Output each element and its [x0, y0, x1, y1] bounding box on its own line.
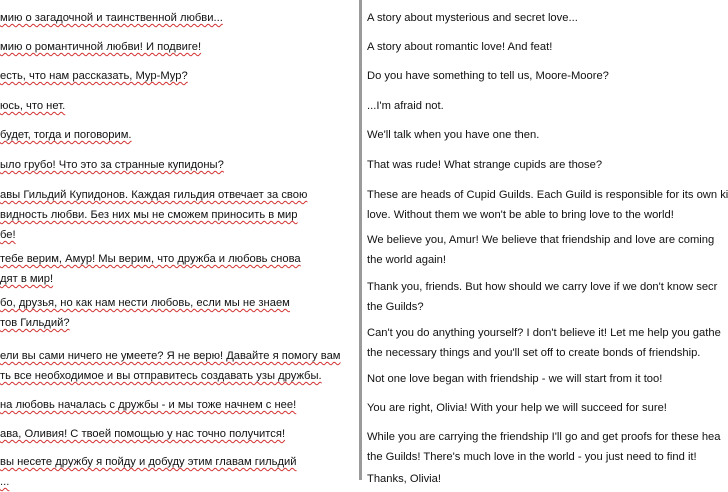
ru-line: юсь, что нет.	[0, 100, 66, 112]
en-line: Not one love began with friendship - we will start from it too!	[367, 373, 663, 385]
ru-line: тов Гильдий?	[0, 317, 70, 329]
table-row	[362, 230, 720, 270]
table-row	[362, 125, 720, 145]
table-row	[0, 185, 360, 245]
en-line: the world again!	[367, 254, 446, 266]
table-row	[362, 427, 720, 467]
en-line: A story about mysterious and secret love...	[367, 12, 578, 24]
table-row	[0, 293, 360, 333]
en-line: the Guilds?	[367, 301, 424, 313]
table-row	[362, 155, 720, 175]
table-row	[0, 125, 360, 145]
table-row	[0, 37, 360, 57]
en-line: Thanks, Olivia!	[367, 473, 441, 485]
en-line: A story about romantic love! And feat!	[367, 41, 553, 53]
ru-line: ыло грубо! Что это за странные купидоны?	[0, 159, 224, 171]
ru-line: бе!	[0, 229, 16, 241]
en-line: love. Without them we won't be able to bring love to the world!	[367, 209, 674, 221]
table-row	[0, 395, 360, 415]
ru-line: ава, Оливия! С твоей помощью у нас точно получится!	[0, 428, 286, 440]
ru-line: тебе верим, Амур! Мы верим, что дружба и любовь снова	[0, 253, 301, 265]
ru-line: дят в мир!	[0, 273, 54, 285]
en-line: Can't you do anything yourself? I don't believe it! Let me help you gathe	[367, 327, 721, 339]
en-line: These are heads of Cupid Guilds. Each Guild is responsible for its own ki	[367, 189, 728, 201]
table-row	[0, 424, 360, 444]
table-row	[362, 8, 720, 28]
ru-line: авы Гильдий Купидонов. Каждая гильдия отвечает за свою	[0, 189, 308, 201]
table-row	[0, 155, 360, 175]
en-line: We believe you, Amur! We believe that friendship and love are coming	[367, 234, 715, 246]
ru-line: бо, друзья, но как нам нести любовь, если мы не знаем	[0, 297, 290, 309]
en-line: We'll talk when you have one then.	[367, 129, 540, 141]
table-row	[362, 277, 720, 317]
table-row	[362, 398, 720, 418]
table-row	[0, 96, 360, 116]
ru-line: есть, что нам рассказать, Мур-Мур?	[0, 70, 188, 82]
ru-line: вы несете дружбу я пойду и добуду этим главам гильдий	[0, 456, 297, 468]
table-row	[362, 323, 720, 363]
en-line: While you are carrying the friendship I'll go and get proofs for these hea	[367, 431, 721, 443]
en-line: That was rude! What strange cupids are those?	[367, 159, 603, 171]
table-row	[0, 66, 360, 86]
table-row	[362, 37, 720, 57]
table-row	[362, 469, 720, 489]
en-line: the necessary things and you'll set off to create bonds of friendship.	[367, 347, 701, 359]
en-line: Thank you, friends. But how should we carry love if we don't know secr	[367, 281, 718, 293]
ru-line: мию о романтичной любви! И подвиге!	[0, 41, 202, 53]
russian-column	[0, 0, 360, 488]
table-row	[362, 369, 720, 389]
ru-line: мию о загадочной и таинственной любви...	[0, 12, 223, 24]
table-row	[362, 185, 728, 225]
table-row	[0, 452, 360, 492]
ru-line: будет, тогда и поговорим.	[0, 129, 132, 141]
english-column	[362, 0, 728, 485]
en-line: You are right, Olivia! With your help we will succeed for sure!	[367, 402, 667, 414]
table-row	[0, 249, 360, 289]
ru-line: ть все необходимое и вы отправитесь создавать узы дружбы.	[0, 370, 322, 382]
table-row	[362, 96, 720, 116]
en-line: Do you have something to tell us, Moore-Moore?	[367, 70, 609, 82]
table-row	[0, 346, 360, 386]
en-line: the Guilds! There's much love in the world - you just need to find it!	[367, 451, 697, 463]
table-row	[0, 8, 360, 28]
en-line: ...I'm afraid not.	[367, 100, 444, 112]
ru-line: видность любви. Без них мы не сможем приносить в мир	[0, 209, 298, 221]
table-row	[362, 66, 720, 86]
ru-line: ...	[0, 476, 10, 488]
ru-line: ели вы сами ничего не умеете? Я не верю! Давайте я помогу вам	[0, 350, 341, 362]
ru-line: на любовь началась с дружбы - и мы тоже начнем с нее!	[0, 399, 297, 411]
